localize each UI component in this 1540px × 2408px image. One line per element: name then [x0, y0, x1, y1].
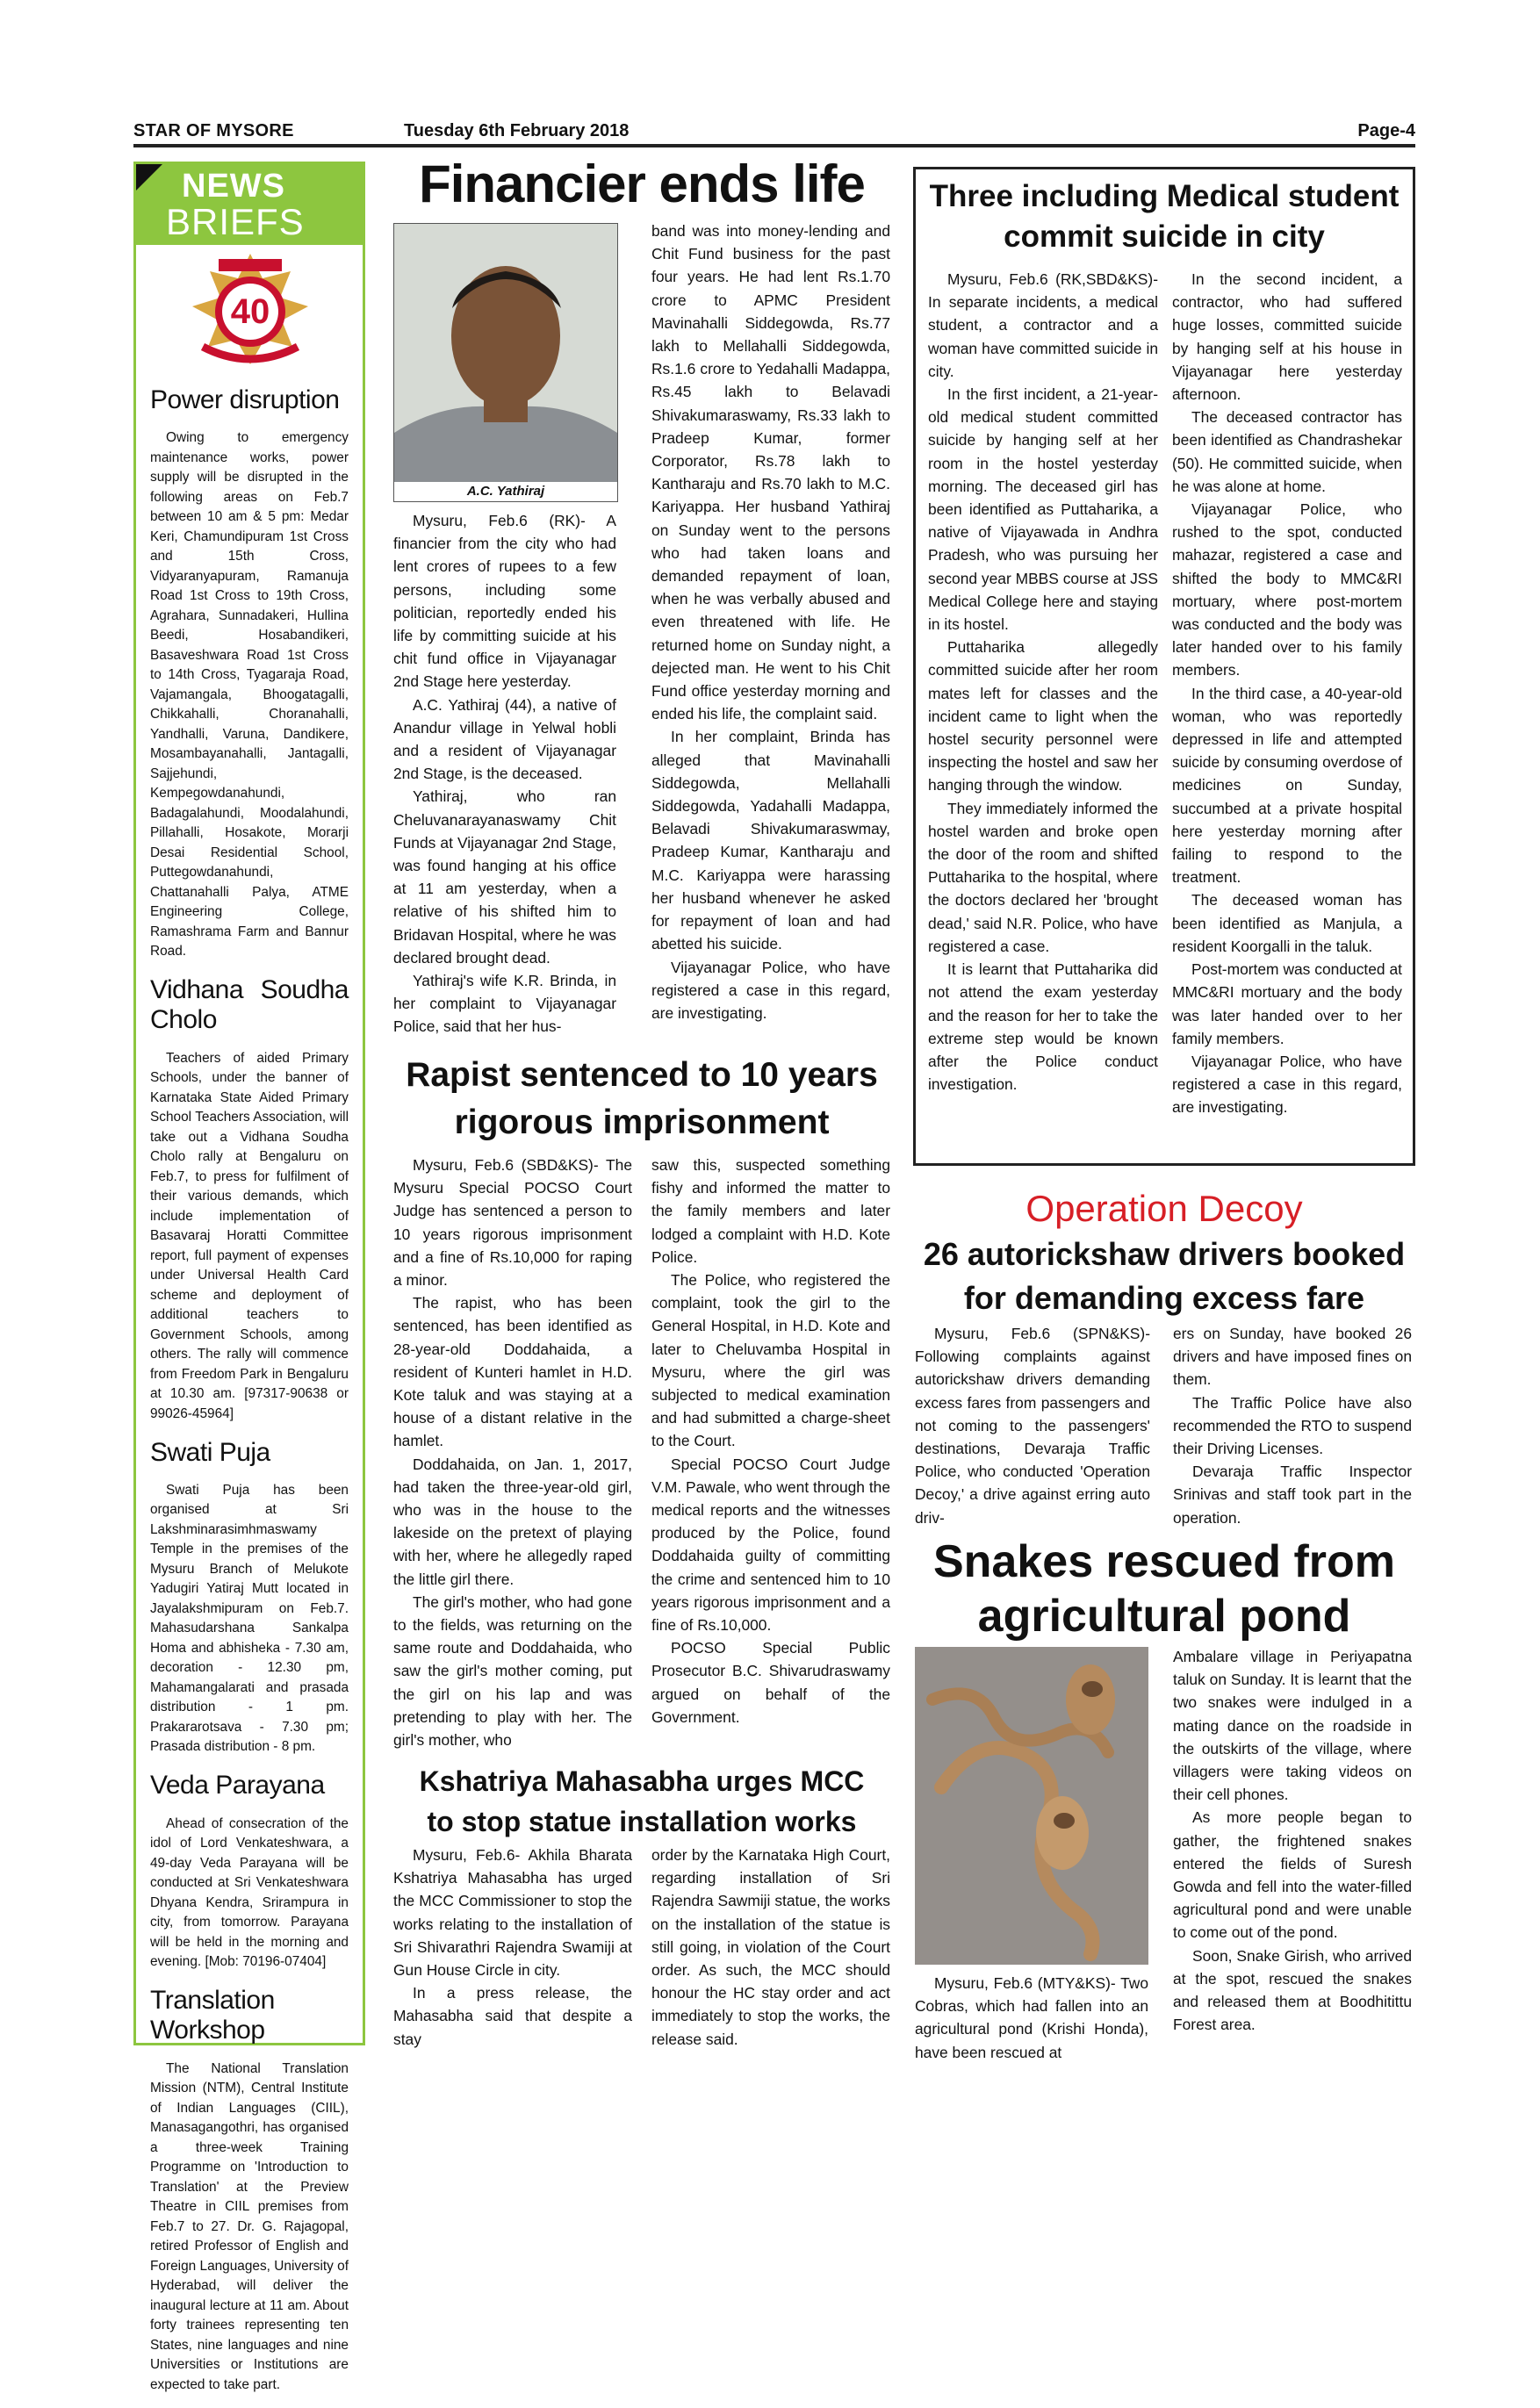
financier-photo — [393, 223, 618, 502]
decoy-headline-line-2: for demanding excess fare — [963, 1280, 1365, 1316]
masthead-rule — [133, 144, 1415, 147]
paper-name: STAR OF MYSORE — [133, 121, 294, 140]
kshatriya-headline-line-1: Kshatriya Mahasabha urges MCC — [419, 1765, 865, 1797]
photo-caption: A.C. Yathiraj — [394, 482, 617, 501]
snakes-para: Mysuru, Feb.6 (MTY&KS)- Two Cobras, which had fallen into an agricultural pond (Krishi Honda), have been rescued at — [915, 1974, 1148, 2061]
kshatriya-para: Mysuru, Feb.6- Akhila Bharata Kshatriya Mahasabha has urged the MCC Commissioner to stop the works relating to the installation of Sri Shivarathri Rajendra Swamiji at Gun House Circle in city. — [393, 1846, 632, 1980]
suicide-para: Vijayanagar Police, who rushed to the spot, conducted mahazar, registered a case and shifted the body to MMC&RI mortuary, where post-mortem was conducted and the body was later handed over to his family members. — [1172, 500, 1402, 679]
star-of-mysore-40-logo — [176, 252, 324, 375]
suicide-para: Puttaharika allegedly committed suicide after her room mates left for classes and the incident came to light when the hostel security personnel were inspecting the hostel and saw her hanging through the window. — [928, 638, 1158, 794]
rapist-headline — [392, 1052, 892, 1146]
snakes-headline-line-1: Snakes rescued from — [932, 1536, 1396, 1587]
financier-para: In her complaint, Brinda has alleged that Mavinahalli Siddegowda, Mellahalli Siddegowda, Yadahalli Madappa, Belavadi Shivakumaraswmay, Pradeep Kumar, Kantharaju and M.C. Kariyappa were harassing her husband whenever he asked for repayment of loan and had abetted his suicide. — [651, 728, 890, 953]
rapist-para: Mysuru, Feb.6 (SBD&KS)- The Mysuru Special POCSO Court Judge has sentenced a person to 10 years rigorous imprisonment and a fine of Rs.10,000 for raping a minor. — [393, 1156, 632, 1290]
cobras-photo — [915, 1647, 1148, 1965]
financier-para: Yathiraj, who ran Cheluvanarayanaswamy Chit Funds at Vijayanagar 2nd Stage, was found hanging at his office at 11 am yesterday, when a relative of his shifted him to Bridavan Hospital, where he was declared brought dead. — [393, 787, 616, 967]
kshatriya-headline — [392, 1761, 892, 1842]
financier-para: band was into money-lending and Chit Fund business for the past four years. He had lent Rs.1.70 crore to APMC President Mavinahalli Siddegowda, Rs.77 lakh to Mellahalli Siddegowda, Rs.1.6 crore to Yedahalli Madappa, Rs.45 lakh to Belavadi Shivakumaraswamy, Rs.33 lakh to Pradeep Kumar, former Corporator, Rs.78 lakh to Kantharaju and Rs.70 lakh to M.C. Kariyappa. Her husband Yathiraj on Sunday went to the persons who had taken loans and demanded repayment of loan, when he was verbally abused and even threatened with life. He returned home on Sunday night, a dejected man. He went to his Chit Fund office yesterday morning and ended his life, the complaint said. — [651, 222, 890, 723]
rapist-para: The rapist, who has been sentenced, has been identified as 28-year-old Doddahaida, a resident of Kunteri hamlet in H.D. Kote taluk and was staying at a house of a distant relative in the hamlet. — [393, 1294, 632, 1450]
suicide-story-box — [913, 167, 1415, 1166]
page-number: Page-4 — [1357, 121, 1415, 140]
rapist-headline-line-1: Rapist sentenced to 10 years — [406, 1056, 878, 1094]
kshatriya-headline-line-2: to stop statue installation works — [427, 1806, 857, 1837]
brief-vidhana — [150, 975, 349, 1424]
suicide-para: Post-mortem was conducted at MMC&RI mortuary and the body was later handed over to her family members. — [1172, 960, 1402, 1047]
suicide-para: In the second incident, a contractor, who had suffered huge losses, committed suicide by hanging self at his house in Vijayanagar here yesterday afternoon. — [1172, 270, 1402, 404]
rapist-col-2 — [651, 1154, 890, 1729]
suicide-para: In the first incident, a 21-year-old medical student committed suicide by hanging self at her room in the hostel yesterday morning. The deceased girl has been identified as Puttaharika, a native of Vijayawada in Andhra Pradesh, who was pursuing her second year MBBS course at JSS Medical College here and staying in its hostel. — [928, 385, 1158, 634]
snakes-headline — [913, 1535, 1415, 1643]
decoy-col-1 — [915, 1322, 1150, 1529]
briefs-corner — [136, 164, 162, 190]
brief-heading: Veda Parayana — [150, 1771, 325, 1801]
kshatriya-col-2 — [651, 1844, 890, 2051]
decoy-para: The Traffic Police have also recommended the RTO to suspend their Driving Licenses. — [1173, 1393, 1412, 1458]
news-briefs-header — [136, 164, 363, 245]
financier-para: Vijayanagar Police, who have registered a case in this regard, are investigating. — [651, 958, 890, 1022]
suicide-para: Vijayanagar Police, who have registered a case in this regard, are investigating. — [1172, 1052, 1402, 1117]
suicide-col-2 — [1172, 268, 1402, 1119]
financier-col-2 — [651, 219, 890, 1024]
brief-heading: Vidhana Soudha Cholo — [150, 975, 349, 1035]
brief-body: Ahead of consecration of the idol of Lord Venkateshwara, a 49-day Veda Parayana will be conducted at Sri Venkateshwara Dhyana Kendra, Srirampura in city, from tomorrow. Parayana will be held in the morning and evening. [Mob: 70196-07404] — [150, 1815, 349, 1970]
brief-body: Swati Puja has been organised at Sri Lakshminarasimhmaswamy Temple in the premises of the Mysuru Branch of Melukote Yadugiri Yatiraj Mutt located in Jayalakshmipuram on Feb.7. Mahasudarshana Sankalpa Homa and abhisheka - 7.30 am, decoration - 12.30 pm, Mahamangalarati and prasada distribution - 1 pm. Prakararotsava - 7.30 pm; Prasada distribution - 8 pm. — [150, 1482, 349, 1755]
suicide-headline — [916, 176, 1413, 257]
briefs-title-briefs: BRIEFS — [166, 201, 305, 242]
financier-para: A.C. Yathiraj (44), a native of Anandur village in Yelwal hobli and a resident of Vijayanagar 2nd Stage, is the deceased. — [393, 695, 616, 783]
decoy-para: Mysuru, Feb.6 (SPN&KS)- Following complaints against autorickshaw drivers demanding excess fares from passengers and not coming to the passengers' destinations, Devaraja Traffic Police, who conducted 'Operation Decoy,' a drive against erring auto driv- — [915, 1325, 1150, 1527]
rapist-para: Doddahaida, on Jan. 1, 2017, had taken the three-year-old girl, who was in the house to the lakeside on the pretext of playing with her, where he allegedly raped the little girl there. — [393, 1455, 632, 1588]
brief-body: Owing to emergency maintenance works, power supply will be disrupted in the following areas on Feb.7 between 10 am & 5 pm: Medar Keri, Chamundipuram 1st Cross and 15th Cross, Vidyaranyapuram, Ramanuja Road 1st Cross to 19th Cross, Agrahara, Sunnadakeri, Hullina Beedi, Hosabandikeri, Basaveshwara Road 1st Cross to 14th Cross, Tyagaraja Road, Vajamangala, Bhoogatagalli, Chikkahalli, Choranahalli, Yandhalli, Varuna, Dandikere, Mosambayanahalli, Jantagalli, Sajjehundi, Kempegowdanahundi, Badagalahundi, Moodalahundi, Pillahalli, Hosakote, Morarji Desai Residential School, Puttegowdanahundi, Chattanahalli Palya, ATME Engineering College, Ramashrama Farm and Bannur Road. — [150, 430, 349, 960]
brief-heading: Translation Workshop — [150, 1986, 275, 2045]
issue-date: Tuesday 6th February 2018 — [404, 121, 630, 140]
brief-body: The National Translation Mission (NTM), Central Institute of Indian Languages (CIIL), Manasagangothri, has organised a three-week Training Programme on 'Introduction to Translation' at the Preview Theatre in CIIL premises from Feb.7 to 27. Dr. G. Rajagopal, retired Professor of English and Foreign Languages, University of Hyderabad, will deliver the inaugural lecture at 11 am. About forty trainees representing ten States, nine languages and nine Universities or Institutions are expected to take part. — [150, 2060, 349, 2392]
brief-heading: Swati Puja — [150, 1437, 270, 1467]
suicide-para: It is learnt that Puttaharika did not attend the exam yesterday and the reason for her to take the extreme step would be known after the Police conduct investigation. — [928, 960, 1158, 1094]
rapist-para: The girl's mother, who had gone to the fields, was returning on the same route and Doddahaida, who saw the girl's mother coming, put the girl on his lap and was pretending to play with her. The girl's mother, who — [393, 1592, 632, 1750]
financier-col-1 — [393, 509, 616, 1039]
financier-headline: Financier ends life — [419, 155, 865, 213]
brief-swati — [150, 1438, 349, 1757]
snakes-para: Ambalare village in Periyapatna taluk on Sunday. It is learnt that the two snakes were indulged in a mating dance on the roadside in the outskirts of the village, where villagers were taking videos on their cell phones. — [1173, 1648, 1412, 1804]
decoy-headline — [913, 1233, 1415, 1320]
snakes-col-2 — [1173, 1645, 1412, 2036]
decoy-headline-line-1: 26 autorickshaw drivers booked — [923, 1236, 1406, 1272]
suicide-headline-line-1: Three including Medical student — [929, 179, 1400, 213]
rapist-headline-line-2: rigorous imprisonment — [454, 1103, 830, 1141]
rapist-col-1 — [393, 1154, 632, 1751]
brief-power — [150, 385, 349, 962]
decoy-kicker: Operation Decoy — [1025, 1188, 1303, 1229]
news-briefs-box — [133, 162, 365, 2392]
suicide-col-1 — [928, 268, 1158, 1096]
brief-veda — [150, 1771, 349, 1972]
kshatriya-para: In a press release, the Mahasabha said that despite a stay — [393, 1984, 632, 2048]
kshatriya-para: order by the Karnataka High Court, regarding installation of Sri Rajendra Sawmiji statue, the works on the installation of the statue is still going, in violation of the Court order. As such, the MCC should honour the HC stay order and act immediately to stop the works, the release said. — [651, 1846, 890, 2048]
snakes-para: As more people began to gather, the frightened snakes entered the fields of Suresh Gowda and fell into the water-filled agricultural pond and were unable to come out of the pond. — [1173, 1808, 1412, 1942]
financier-para: Mysuru, Feb.6 (RK)- A financier from the city who had lent crores of rupees to a few persons, including some politician, reportedly ended his life by committing suicide at his chit fund office in Vijayanagar 2nd Stage here yesterday. — [393, 512, 616, 691]
decoy-col-2 — [1173, 1322, 1412, 1529]
rapist-para: POCSO Special Public Prosecutor B.C. Shivarudraswamy argued on behalf of the Government. — [651, 1639, 890, 1726]
snakes-col-1 — [915, 1972, 1148, 2064]
suicide-para: They immediately informed the hostel warden and broke open the door of the room and shifted Puttaharika to the hospital, where the doctors declared her 'brought dead,' said N.R. Police, who have registered a case. — [928, 799, 1158, 955]
brief-heading: Power disruption — [150, 385, 340, 414]
brief-translation — [150, 1986, 349, 2395]
briefs-title-news: NEWS — [182, 168, 285, 205]
suicide-para: In the third case, a 40-year-old woman, who was reportedly depressed in life and attempted suicide by consuming overdose of medicines on Sunday, succumbed at a private hospital here yesterday morning after failing to respond to the treatment. — [1172, 684, 1402, 887]
logo-anniversary-number: 40 — [230, 292, 270, 331]
rapist-para: saw this, suspected something fishy and informed the matter to the family members and later lodged a complaint with H.D. Kote Police. — [651, 1156, 890, 1266]
suicide-para: Mysuru, Feb.6 (RK,SBD&KS)- In separate incidents, a medical student, a contractor and a woman have committed suicide in city. — [928, 270, 1158, 380]
financier-para: Yathiraj's wife K.R. Brinda, in her complaint to Vijayanagar Police, said that her hus- — [393, 972, 616, 1036]
rapist-para: The Police, who registered the complaint, took the girl to the General Hospital, in H.D. Kote and later to Cheluvamba Hospital in Mysuru, where the girl was subjected to medical examination and had submitted a charge-sheet to the Court. — [651, 1271, 890, 1450]
decoy-para: Devaraja Traffic Inspector Srinivas and staff took part in the operation. — [1173, 1463, 1412, 1527]
snakes-headline-line-2: agricultural pond — [977, 1591, 1351, 1642]
suicide-para: The deceased woman has been identified as Manjula, a resident Koorgalli in the taluk. — [1172, 891, 1402, 955]
rapist-para: Special POCSO Court Judge V.M. Pawale, who went through the medical reports and the witnesses produced by the Police, found Doddahaida guilty of committing the crime and sentenced him to 10 years rigorous imprisonment and a fine of Rs.10,000. — [651, 1455, 890, 1635]
decoy-para: ers on Sunday, have booked 26 drivers and have imposed fines on them. — [1173, 1325, 1412, 1389]
snakes-para: Soon, Snake Girish, who arrived at the spot, rescued the snakes and released them at Boodhitittu Forest area. — [1173, 1946, 1412, 2034]
suicide-para: The deceased contractor has been identified as Chandrashekar (50). He committed suicide, when he was alone at home. — [1172, 408, 1402, 495]
briefs-list — [150, 380, 349, 2408]
brief-body: Teachers of aided Primary Schools, under the banner of Karnataka State Aided Primary School Teachers Association, will take out a Vidhana Soudha Cholo rally at Bengaluru on Feb.7, to press for fulfilment of their various demands, which include implementation of Basavaraj Horatti Committee report, full payment of expenses under Universal Health Card scheme and deployment of additional teachers to Government Schools, among others. The rally will commence from Freedom Park in Bengaluru at 10.30 am. [97317-90638 or 99026-45964] — [150, 1050, 349, 1421]
suicide-headline-line-2: commit suicide in city — [1004, 219, 1325, 254]
kshatriya-col-1 — [393, 1844, 632, 2051]
